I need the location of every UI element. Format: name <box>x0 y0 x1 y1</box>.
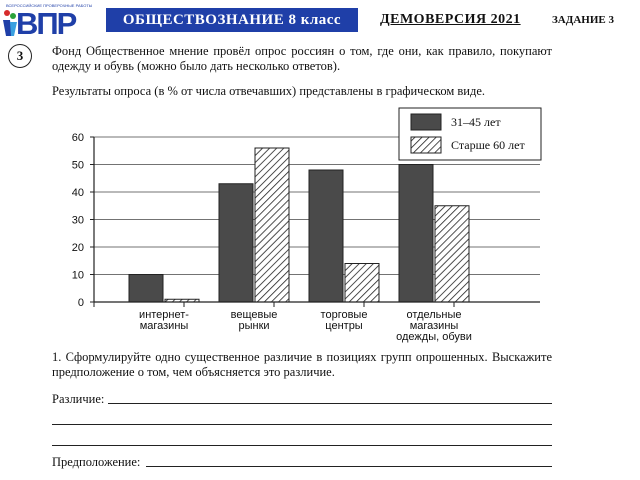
chart-legend <box>399 108 541 160</box>
legend-label: 31–45 лет <box>451 115 501 129</box>
category-label: одежды, обуви <box>396 331 472 343</box>
task-number-label: ЗАДАНИЕ 3 <box>552 14 614 26</box>
bar-age-31-45-3 <box>309 170 343 302</box>
y-tick-label: 20 <box>71 242 84 254</box>
demo-version-title: ДЕМОВЕРСИЯ 2021 <box>380 12 521 27</box>
chart-bars <box>129 148 469 302</box>
results-note: Результаты опроса (в % от числа отвечавших) представлены в графическом виде. <box>52 84 485 98</box>
bar-age-31-45-1 <box>129 275 163 303</box>
assumption-answer-line[interactable] <box>146 466 552 467</box>
question-number: 3 <box>8 44 32 68</box>
legend-swatch <box>411 137 441 153</box>
y-tick-label: 60 <box>71 132 84 144</box>
difference-label: Различие: <box>52 392 105 406</box>
question-intro: Фонд Общественное мнение провёл опрос россиян о том, где они, как правило, покупают одежду и обувь (можно было дать несколько ответов). <box>52 44 552 73</box>
difference-answer-line-2[interactable] <box>52 424 552 425</box>
bar-age-31-45-2 <box>219 184 253 302</box>
category-label: отдельные <box>406 309 462 321</box>
y-tick-label: 10 <box>71 269 84 282</box>
category-label: торговые <box>320 309 368 321</box>
bar-age-31-45-4 <box>399 165 433 303</box>
category-label: интернет- <box>139 309 189 321</box>
bar-age-over-60-4 <box>435 206 469 302</box>
category-label: рынки <box>238 320 270 332</box>
category-label: магазины <box>139 320 189 332</box>
category-label: магазины <box>409 320 459 332</box>
y-tick-label: 40 <box>71 187 84 199</box>
subject-banner: ОБЩЕСТВОЗНАНИЕ 8 класс <box>106 8 358 32</box>
assumption-label: Предположение: <box>52 455 141 469</box>
y-tick-label: 50 <box>71 159 84 172</box>
category-label: вещевые <box>230 309 278 321</box>
logo-text: ВПР <box>16 6 76 41</box>
y-tick-label: 0 <box>77 297 84 309</box>
legend-swatch <box>411 114 441 130</box>
bar-age-over-60-3 <box>345 264 379 303</box>
difference-answer-line-1[interactable] <box>108 403 552 404</box>
chart-axes <box>72 132 540 343</box>
category-label: центры <box>325 320 363 332</box>
bar-age-over-60-2 <box>255 148 289 302</box>
task-1-text: 1. Сформулируйте одно существенное различие в позициях групп опрошенных. Выскажите предположение о том, чем объясняется это различие. <box>52 350 552 379</box>
difference-answer-line-3[interactable] <box>52 445 552 446</box>
legend-label: Старше 60 лет <box>451 138 525 152</box>
y-tick-label: 30 <box>71 214 84 227</box>
logo-tagline: ВСЕРОССИЙСКИЕ ПРОВЕРОЧНЫЕ РАБОТЫ <box>6 3 93 8</box>
